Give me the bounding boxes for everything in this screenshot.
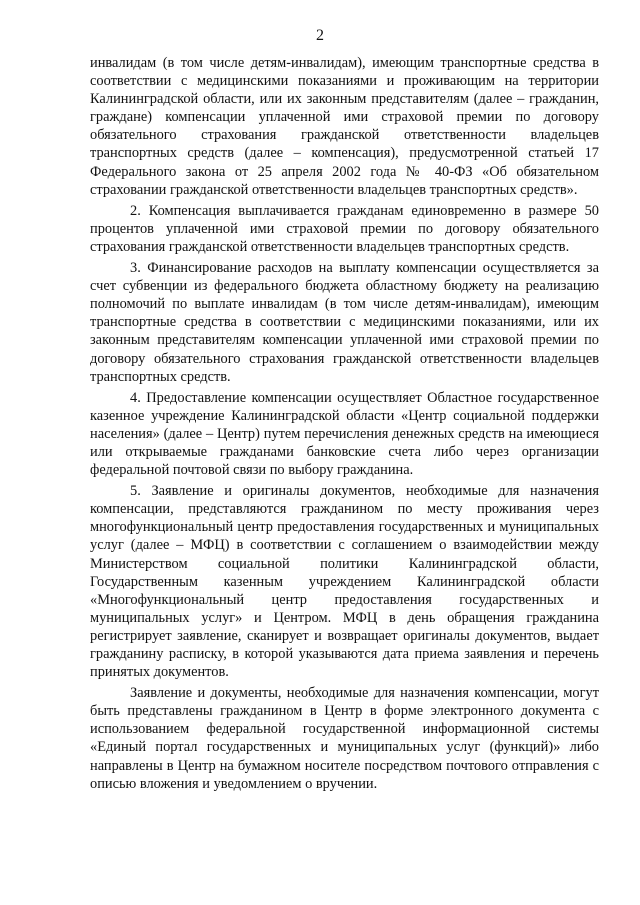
paragraph-2: 2. Компенсация выплачивается гражданам единовременно в размере 50 процентов уплаченной ими страховой премии по договору обязательного страхования гражданской ответственности владельцев транспортных средств.	[90, 202, 599, 255]
paragraph-continuation: инвалидам (в том числе детям-инвалидам), имеющим транспортные средства в соответствии с медицинскими показаниями и проживающим на территории Калининградской области, или их законным представителям (далее – гражданин, граждане) компенсации уплаченной ими страховой премии по договору обязательного страхования гражданской ответственности владельцев транспортных средств (далее – компенсация), предусмотренной статьей 17 Федерального закона от 25 апреля 2002 года № 40-ФЗ «Об обязательном страховании гражданской ответственности владельцев транспортных средств».	[90, 55, 599, 198]
paragraph-3: 3. Финансирование расходов на выплату компенсации осуществляется за счет субвенции из федерального бюджета областному бюджету на реализацию полномочий по выплате инвалидам (в том числе детям-инвалидам), имеющим транспортные средства в соответствии с медицинскими показаниями, или их законным представителям компенсации уплаченной ими страховой премии по договору обязательного страхования гражданской ответственности владельцев транспортных средств.	[90, 260, 599, 385]
paragraph-5-continuation: Заявление и документы, необходимые для назначения компенсации, могут быть представлены гражданином в Центр в форме электронного документа с использованием федеральной государственной информационной системы «Единый портал государственных и муниципальных услуг (функций)» либо направлены в Центр на бумажном носителе посредством почтового отправления с описью вложения и уведомлением о вручении.	[90, 685, 599, 792]
page-number: 2	[316, 27, 324, 44]
document-body	[90, 54, 599, 796]
paragraph-4: 4. Предоставление компенсации осуществляет Областное государственное казенное учреждение Калининградской области «Центр социальной поддержки населения» (далее – Центр) путем перечисления денежных средств на имеющиеся или открываемые гражданами банковские счета либо через организации федеральной почтовой связи по выбору гражданина.	[90, 389, 599, 479]
paragraph-5: 5. Заявление и оригиналы документов, необходимые для назначения компенсации, представляются гражданином по месту проживания через многофункциональный центр предоставления государственных и муниципальных услуг (далее – МФЦ) в соответствии с соглашением о взаимодействии между Министерством социальной политики Калининградской области, Государственным казенным учреждением Калининградской области «Многофункциональный центр предоставления государственных и муниципальных услуг» и Центром. МФЦ в день обращения гражданина регистрирует заявление, сканирует и возвращает оригиналы документов, выдает гражданину расписку, в которой указываются дата приема заявления и перечень принятых документов.	[90, 483, 599, 681]
